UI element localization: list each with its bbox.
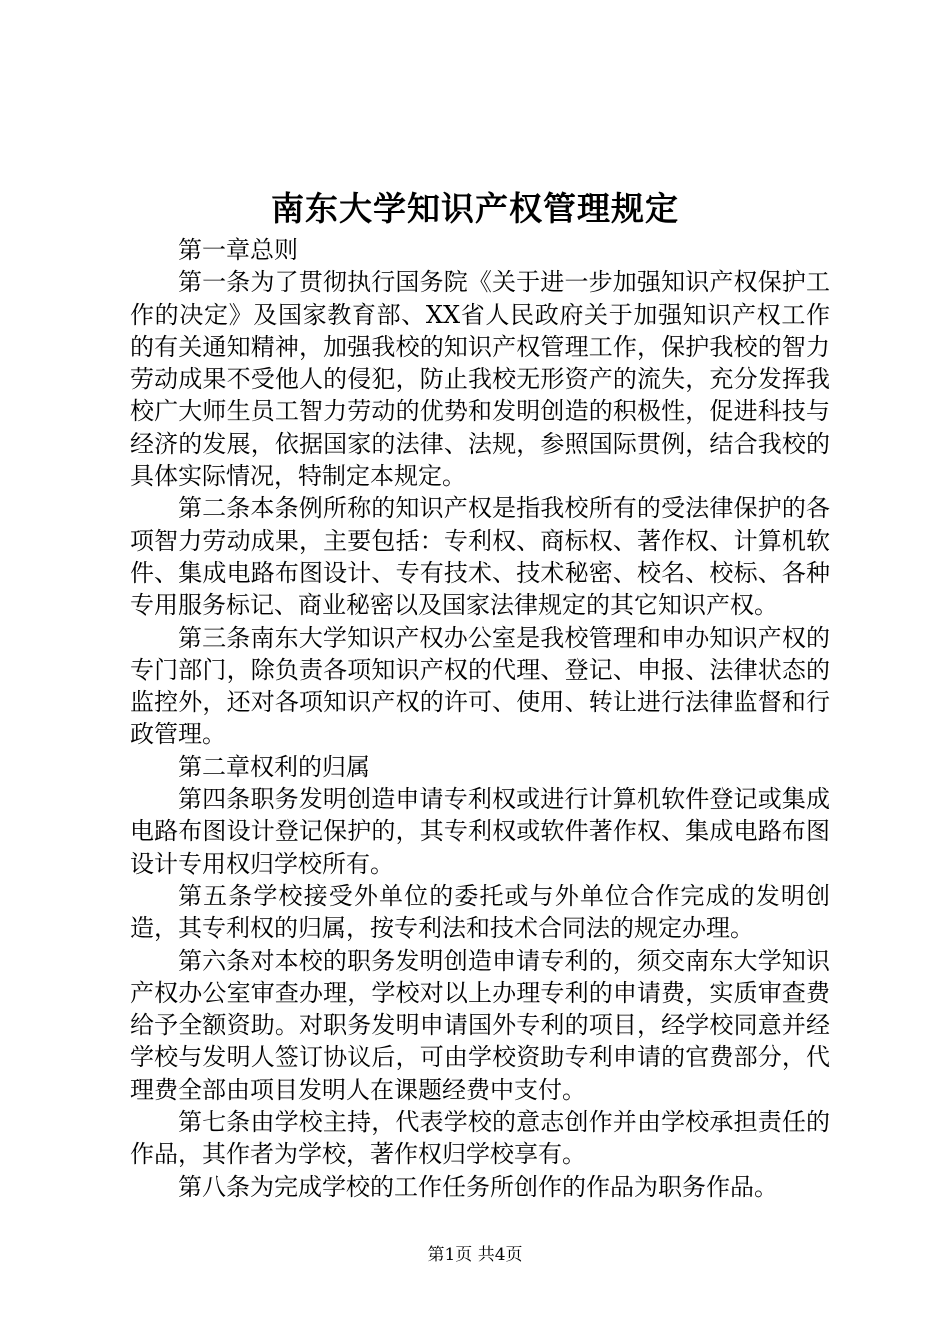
paragraph: 第七条由学校主持，代表学校的意志创作并由学校承担责任的作品，其作者为学校，著作权归学校享有。 (130, 1108, 830, 1169)
paragraph: 第五条学校接受外单位的委托或与外单位合作完成的发明创造，其专利权的归属，按专利法和技术合同法的规定办理。 (130, 881, 830, 943)
paragraph: 第三条南东大学知识产权办公室是我校管理和申办知识产权的专门部门，除负责各项知识产权的代理、登记、申报、法律状态的监控外，还对各项知识产权的许可、使用、转让进行法律监督和行政管理。 (130, 623, 830, 749)
paragraph: 第八条为完成学校的工作任务所创作的作品为职务作品。 (178, 1172, 778, 1201)
chapter-heading: 第一章总则 (178, 236, 298, 264)
paragraph: 第六条对本校的职务发明创造申请专利的，须交南东大学知识产权办公室审查办理，学校对以上办理专利的申请费，实质审查费给予全额资助。对职务发明申请国外专利的项目，经学校同意并经学校与发明人签订协议后，可由学校资助专利申请的官费部分，代理费全部由项目发明人在课题经费中支付。 (130, 946, 830, 1104)
chapter-heading: 第二章权利的归属 (178, 752, 370, 781)
document-body (130, 234, 830, 1203)
page-number-footer: 第1页 共4页 (427, 1245, 523, 1265)
paragraph: 第二条本条例所称的知识产权是指我校所有的受法律保护的各项智力劳动成果，主要包括：专利权、商标权、著作权、计算机软件、集成电路布图设计、专有技术、技术秘密、校名、校标、各种专用服务标记、商业秘密以及国家法律规定的其它知识产权。 (130, 494, 830, 620)
document-title: 南东大学知识产权管理规定 (271, 189, 679, 228)
paragraph: 第四条职务发明创造申请专利权或进行计算机软件登记或集成电路布图设计登记保护的，其专利权或软件著作权、集成电路布图设计专用权归学校所有。 (130, 785, 830, 878)
paragraph: 第一条为了贯彻执行国务院《关于进一步加强知识产权保护工作的决定》及国家教育部、XX省人民政府关于加强知识产权工作的有关通知精神，加强我校的知识产权管理工作，保护我校的智力劳动成果不受他人的侵犯，防止我校无形资产的流失，充分发挥我校广大师生员工智力劳动的优势和发明创造的积极性，促进科技与经济的发展，依据国家的法律、法规，参照国际贯例，结合我校的具体实际情况，特制定本规定。 (130, 268, 830, 491)
